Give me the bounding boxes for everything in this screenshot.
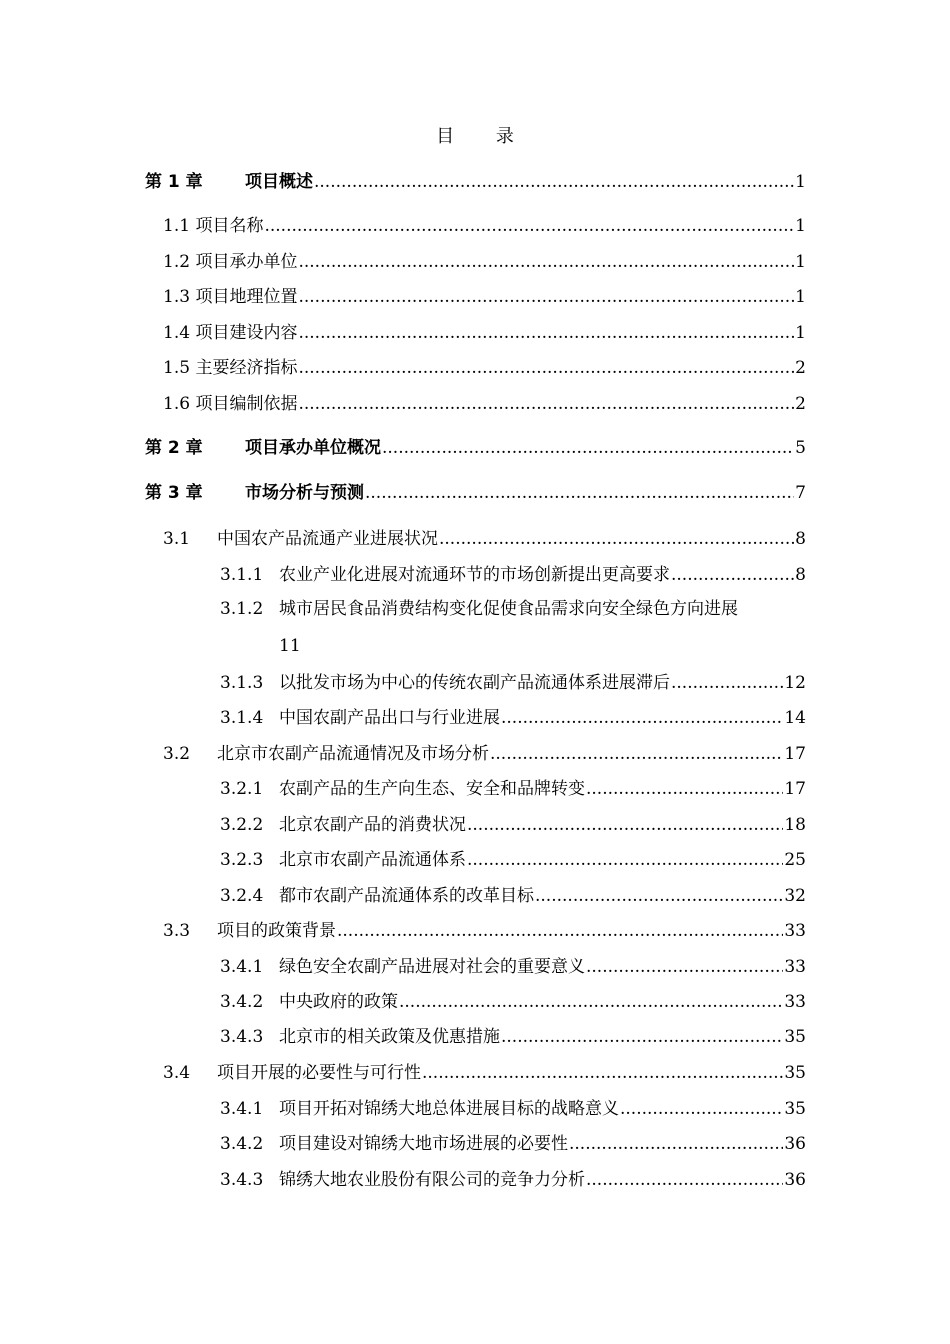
toc-chapter-2[interactable] xyxy=(145,433,806,459)
toc-entry-title: 项目建设对锦绣大地市场进展的必要性 xyxy=(279,1134,568,1154)
toc-dot-leader xyxy=(535,885,783,907)
toc-entry-page: 35 xyxy=(784,1099,806,1119)
toc-entry-number: 3.1 xyxy=(163,529,191,549)
toc-entry-page: 2 xyxy=(795,394,806,414)
toc-entry-page: 12 xyxy=(784,673,806,693)
toc-entry-number: 3.1.2 xyxy=(220,599,264,619)
toc-entry-number: 3.2.4 xyxy=(220,886,264,906)
toc-entry-1-3[interactable] xyxy=(163,282,806,308)
toc-dot-leader xyxy=(298,322,794,344)
toc-entry-title: 1.1 项目名称 xyxy=(163,216,264,236)
toc-dot-leader xyxy=(586,1169,783,1191)
toc-entry-page: 8 xyxy=(795,529,806,549)
toc-entry-page: 25 xyxy=(784,850,806,870)
toc-entry-title: 1.4 项目建设内容 xyxy=(163,323,298,343)
toc-entry-page: 11 xyxy=(279,636,301,656)
toc-entry-number: 3.2.3 xyxy=(220,850,264,870)
toc-entry-number: 第 1 章 xyxy=(145,172,203,192)
toc-entry-page: 35 xyxy=(784,1063,806,1083)
toc-dot-leader xyxy=(365,482,794,504)
toc-entry-number: 3.4.1 xyxy=(220,1099,264,1119)
toc-entry-page: 33 xyxy=(784,957,806,977)
toc-entry-title: 项目的政策背景 xyxy=(217,921,336,941)
toc-subsection-3-3-1[interactable] xyxy=(220,952,806,978)
toc-dot-leader xyxy=(467,814,783,836)
toc-entry-page: 2 xyxy=(795,358,806,378)
toc-entry-page: 33 xyxy=(784,992,806,1012)
toc-entry-page: 1 xyxy=(795,323,806,343)
toc-entry-page: 36 xyxy=(784,1170,806,1190)
toc-dot-leader xyxy=(467,849,783,871)
toc-entry-title: 北京市农副产品流通体系 xyxy=(279,850,466,870)
toc-subsection-3-4-3[interactable] xyxy=(220,1165,806,1191)
toc-entry-number: 3.4.3 xyxy=(220,1027,264,1047)
toc-entry-title: 中国农产品流通产业进展状况 xyxy=(217,529,438,549)
toc-entry-number: 第 2 章 xyxy=(145,438,203,458)
toc-entry-page: 14 xyxy=(784,708,806,728)
toc-dot-leader xyxy=(501,1026,783,1048)
toc-subsection-3-2-2[interactable] xyxy=(220,810,806,836)
toc-dot-leader xyxy=(490,743,783,765)
toc-dot-leader xyxy=(671,564,794,586)
toc-dot-leader xyxy=(298,393,794,415)
toc-dot-leader xyxy=(298,251,794,273)
toc-entry-page: 33 xyxy=(784,921,806,941)
toc-entry-title: 市场分析与预测 xyxy=(245,483,364,503)
toc-entry-number: 3.2.1 xyxy=(220,779,264,799)
toc-subsection-3-4-2[interactable] xyxy=(220,1129,806,1155)
toc-entry-number: 3.1.4 xyxy=(220,708,264,728)
toc-entry-title: 中央政府的政策 xyxy=(279,992,398,1012)
toc-dot-leader xyxy=(569,1133,783,1155)
toc-entry-page: 35 xyxy=(784,1027,806,1047)
toc-chapter-3[interactable] xyxy=(145,478,806,504)
toc-entry-title: 农业产业化进展对流通环节的市场创新提出更高要求 xyxy=(279,565,670,585)
toc-subsection-3-2-1[interactable] xyxy=(220,774,806,800)
toc-entry-page: 8 xyxy=(795,565,806,585)
toc-dot-leader xyxy=(586,956,783,978)
toc-entry-1-4[interactable] xyxy=(163,318,806,344)
toc-dot-leader xyxy=(501,707,783,729)
toc-entry-number: 3.4.3 xyxy=(220,1170,264,1190)
toc-entry-1-1[interactable] xyxy=(163,211,806,237)
toc-section-3-2[interactable] xyxy=(163,739,806,765)
toc-subsection-3-3-2[interactable] xyxy=(220,987,806,1013)
toc-entry-page: 36 xyxy=(784,1134,806,1154)
toc-entry-number: 第 3 章 xyxy=(145,483,203,503)
toc-entry-1-2[interactable] xyxy=(163,247,806,273)
toc-dot-leader xyxy=(671,672,783,694)
toc-subsection-3-2-4[interactable] xyxy=(220,881,806,907)
toc-chapter-1[interactable] xyxy=(145,167,806,193)
toc-entry-title: 1.3 项目地理位置 xyxy=(163,287,298,307)
toc-dot-leader xyxy=(422,1062,783,1084)
toc-dot-leader xyxy=(586,778,783,800)
toc-entry-title: 锦绣大地农业股份有限公司的竞争力分析 xyxy=(279,1170,585,1190)
toc-dot-leader xyxy=(399,991,783,1013)
toc-entry-page: 1 xyxy=(795,287,806,307)
toc-entry-page: 18 xyxy=(784,815,806,835)
toc-entry-page: 17 xyxy=(784,744,806,764)
toc-entry-number: 3.4.2 xyxy=(220,992,264,1012)
toc-entry-number: 3.1.1 xyxy=(220,565,264,585)
toc-entry-1-6[interactable] xyxy=(163,389,806,415)
toc-title: 目 录 xyxy=(436,126,532,147)
toc-entry-title: 北京市农副产品流通情况及市场分析 xyxy=(217,744,489,764)
toc-entry-page: 32 xyxy=(784,886,806,906)
toc-dot-leader xyxy=(382,437,794,459)
toc-section-3-1[interactable] xyxy=(163,524,806,550)
toc-entry-page: 1 xyxy=(795,216,806,236)
toc-entry-page: 17 xyxy=(784,779,806,799)
toc-section-3-3[interactable] xyxy=(163,916,806,942)
toc-entry-number: 3.3 xyxy=(163,921,191,941)
toc-entry-title: 北京市的相关政策及优惠措施 xyxy=(279,1027,500,1047)
toc-dot-leader xyxy=(314,171,794,193)
toc-subsection-3-1-4[interactable] xyxy=(220,703,806,729)
toc-entry-title: 项目开拓对锦绣大地总体进展目标的战略意义 xyxy=(279,1099,619,1119)
toc-subsection-3-1-3[interactable] xyxy=(220,668,806,694)
toc-entry-number: 3.2 xyxy=(163,744,191,764)
toc-entry-1-5[interactable] xyxy=(163,353,806,379)
toc-entry-number: 3.1.3 xyxy=(220,673,264,693)
toc-entry-title: 城市居民食品消费结构变化促使食品需求向安全绿色方向进展 xyxy=(279,599,738,619)
toc-subsection-3-2-3[interactable] xyxy=(220,845,806,871)
toc-entry-number: 3.4.1 xyxy=(220,957,264,977)
toc-entry-title: 项目开展的必要性与可行性 xyxy=(217,1063,421,1083)
toc-subsection-3-1-2[interactable] xyxy=(220,598,806,658)
toc-entry-number: 3.2.2 xyxy=(220,815,264,835)
toc-entry-title: 1.6 项目编制依据 xyxy=(163,394,298,414)
toc-entry-title: 中国农副产品出口与行业进展 xyxy=(279,708,500,728)
toc-subsection-3-4-1[interactable] xyxy=(220,1094,806,1120)
toc-dot-leader xyxy=(298,286,794,308)
toc-section-3-4[interactable] xyxy=(163,1058,806,1084)
toc-entry-page: 5 xyxy=(795,438,806,458)
toc-entry-number: 3.4.2 xyxy=(220,1134,264,1154)
toc-dot-leader xyxy=(620,1098,783,1120)
toc-subsection-3-3-3[interactable] xyxy=(220,1022,806,1048)
toc-entry-title: 项目概述 xyxy=(245,172,313,192)
toc-entry-title: 项目承办单位概况 xyxy=(245,438,381,458)
toc-entry-title: 都市农副产品流通体系的改革目标 xyxy=(279,886,534,906)
toc-entry-page: 1 xyxy=(795,252,806,272)
toc-entry-title: 绿色安全农副产品进展对社会的重要意义 xyxy=(279,957,585,977)
toc-dot-leader xyxy=(264,215,794,237)
toc-entry-title: 北京农副产品的消费状况 xyxy=(279,815,466,835)
toc-entry-page: 1 xyxy=(795,172,806,192)
toc-entry-title: 农副产品的生产向生态、安全和品牌转变 xyxy=(279,779,585,799)
toc-subsection-3-1-1[interactable] xyxy=(220,560,806,586)
toc-dot-leader xyxy=(337,920,783,942)
toc-entry-page: 7 xyxy=(795,483,806,503)
toc-entry-title: 以批发市场为中心的传统农副产品流通体系进展滞后 xyxy=(279,673,670,693)
toc-entry-number: 3.4 xyxy=(163,1063,191,1083)
toc-entry-title: 1.2 项目承办单位 xyxy=(163,252,298,272)
toc-entry-title: 1.5 主要经济指标 xyxy=(163,358,298,378)
toc-dot-leader xyxy=(439,528,794,550)
toc-dot-leader xyxy=(298,357,794,379)
